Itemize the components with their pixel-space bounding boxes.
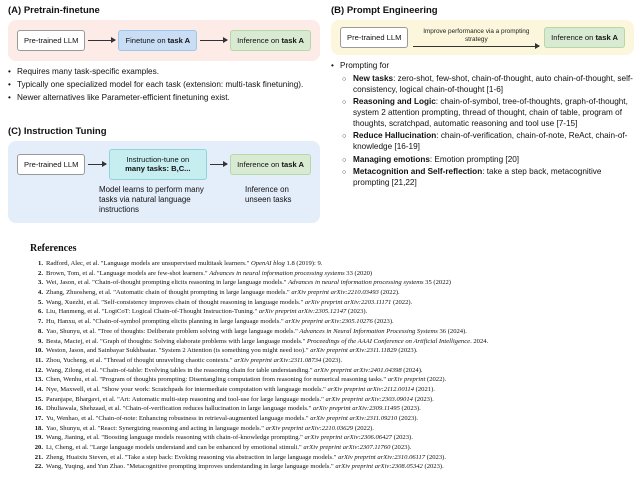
- reference-number: 22.: [34, 463, 43, 471]
- prompt-engineering-flow: [331, 20, 634, 55]
- reference-item: [30, 433, 618, 443]
- reference-venue: arXiv preprint arXiv:2210.03493: [291, 289, 379, 297]
- inference-task-label: task A: [595, 33, 618, 42]
- reference-number: 8.: [38, 327, 43, 335]
- reference-number: 16.: [34, 405, 43, 413]
- reference-date: 35 (2022): [423, 279, 452, 287]
- pretrained-llm-box: Pre-trained LLM: [17, 154, 85, 175]
- circle-bullet-icon: ○: [342, 169, 347, 177]
- reference-number: 1.: [38, 260, 43, 267]
- reference-date: (2022).: [378, 289, 400, 297]
- labeled-arrow: [413, 28, 539, 47]
- reference-date: (2023).: [390, 444, 412, 452]
- instruction-tune-box: [109, 149, 207, 180]
- reference-date: (2024).: [401, 366, 423, 374]
- inference-label: Inference on: [237, 159, 282, 169]
- pretrained-llm-box: Pre-trained LLM: [340, 27, 408, 48]
- list-item: [8, 80, 320, 91]
- list-item: [8, 67, 320, 78]
- flow-row: [17, 149, 311, 180]
- references-section: [30, 243, 618, 472]
- right-arrow-icon: [413, 46, 539, 47]
- reference-item: [30, 269, 618, 279]
- list-item: [331, 167, 634, 188]
- bullet-icon: •: [8, 80, 11, 90]
- reference-date: (2023).: [399, 405, 421, 413]
- reference-item: [30, 259, 618, 269]
- right-arrow-icon: [88, 164, 105, 165]
- reference-venue: arXiv preprint arXiv:2112.00114: [327, 385, 415, 393]
- inference-box: [230, 30, 311, 51]
- reference-item: [30, 298, 618, 308]
- bullet-text: [353, 74, 634, 95]
- reference-date: 1.8 (2019): 9.: [284, 260, 323, 267]
- reference-number: 3.: [38, 279, 43, 287]
- panel-b-title: (B) Prompt Engineering: [331, 5, 438, 16]
- bullet-icon: •: [8, 92, 11, 102]
- right-arrow-icon: [210, 164, 227, 165]
- reference-text: Paranjape, Bhargavi, et al. "Art: Automatic multi-step reasoning and tool-use for large language models.": [46, 395, 326, 403]
- bullet-text: [353, 97, 634, 129]
- category-detail: : chain-of-verification, chain-of-note, ReAct, chain-of-knowledge [16-19]: [353, 131, 628, 152]
- reference-venue: arXiv preprint arXiv:2308.05342: [335, 463, 423, 471]
- reference-text: Zhang, Zhuosheng, et al. "Automatic chain of thought prompting in large language models.": [46, 289, 292, 297]
- reference-text: Nye, Maxwell, et al. "Show your work: Scratchpads for intermediate computation with language models.": [46, 385, 328, 393]
- reference-item: [30, 404, 618, 414]
- instruction-tune-tasks-label: many tasks: B,C...: [125, 164, 191, 174]
- reference-number: 11.: [35, 356, 43, 364]
- panel-pretrain-finetune: [8, 5, 320, 105]
- arrow-caption: Improve performance via a prompting strategy: [423, 28, 530, 43]
- panel-a-notes: [8, 67, 320, 103]
- bullet-text: Prompting for: [340, 61, 390, 71]
- bullet-icon: •: [331, 61, 334, 71]
- inference-box: [230, 154, 311, 175]
- reference-number: 10.: [34, 347, 43, 355]
- reference-text: Dhuliawala, Shehzaad, et al. "Chain-of-verification reduces hallucination in large language models.": [46, 405, 313, 413]
- reference-venue: OpenAI blog: [250, 260, 285, 267]
- reference-text: Besta, Maciej, et al. "Graph of thoughts: Solving elaborate problems with large language models.": [46, 337, 307, 345]
- reference-item: [30, 317, 618, 327]
- reference-text: Yu, Wenhao, et al. "Chain-of-note: Enhancing robustness in retrieval-augmented language models.": [46, 415, 311, 422]
- instruction-tune-label: Instruction-tune on: [126, 155, 190, 164]
- reference-number: 4.: [38, 289, 43, 297]
- reference-number: 15.: [34, 395, 43, 403]
- reference-text: Zheng, Huaixiu Steven, et al. "Take a step back: Evoking reasoning via abstraction in large language models.": [46, 453, 339, 461]
- bullet-text: Requires many task-specific examples.: [17, 67, 159, 77]
- reference-venue: Proceedings of the AAAI Conference on Artificial Intelligence: [306, 337, 471, 345]
- pretrained-llm-box: Pre-trained LLM: [17, 30, 85, 51]
- finetune-box: [118, 30, 197, 51]
- reference-venue: arXiv preprint: [387, 376, 426, 384]
- reference-item: [30, 414, 618, 424]
- bullet-icon: •: [8, 67, 11, 77]
- category-label: Reasoning and Logic: [353, 97, 436, 107]
- list-item: [8, 93, 320, 104]
- category-label: Managing emotions: [353, 154, 430, 164]
- reference-item: [30, 288, 618, 298]
- finetune-task-label: task A: [167, 36, 191, 45]
- reference-text: Liu, Hanmeng, et al. "LogiCoT: Logical Chain-of-Thought Instruction-Tuning.": [46, 308, 259, 316]
- reference-number: 17.: [34, 415, 43, 422]
- reference-text: Wang, Zilong, et al. "Chain-of-table: Evolving tables in the reasoning chain for table understanding.": [46, 366, 315, 374]
- reference-date: 36 (2024).: [437, 327, 467, 335]
- reference-text: Radford, Alec, et al. "Language models are unsupervised multitask learners.": [46, 260, 251, 267]
- reference-venue: Advances in neural information processing systems: [209, 269, 345, 277]
- reference-text: Brown, Tom, et al. "Language models are few-shot learners.": [46, 269, 210, 277]
- reference-date: (2023).: [412, 395, 434, 403]
- inference-caption: Inference on unseen tasks: [245, 184, 292, 204]
- category-detail: : zero-shot, few-shot, chain-of-thought, auto chain-of-thought, self-consistency, logical chain-of-thought [1-6]: [353, 74, 633, 94]
- instruction-tuning-flow: [8, 141, 320, 223]
- reference-venue: arXiv preprint arXiv:2210.03629: [265, 424, 354, 432]
- category-detail: : take a step back, metacognitive prompting [21,22]: [353, 167, 602, 188]
- reference-number: 12.: [34, 366, 43, 374]
- reference-venue: arXiv preprint arXiv:2311.11829: [310, 347, 397, 355]
- bullet-text: [353, 167, 634, 188]
- reference-text: Zhou, Yucheng, et al. "Thread of thought unraveling chaotic contexts.": [46, 356, 235, 364]
- bullet-text: Newer alternatives like Parameter-efficient finetuning exist.: [17, 92, 230, 102]
- reference-text: Weston, Jason, and Sainbayar Sukhbaatar. "System 2 Attention (is something you might need too).": [46, 347, 311, 355]
- reference-venue: arXiv preprint arXiv:2203.11171: [304, 298, 392, 306]
- reference-item: [30, 375, 618, 385]
- category-label: New tasks: [353, 74, 394, 84]
- circle-bullet-icon: ○: [342, 99, 347, 107]
- reference-number: 20.: [34, 444, 43, 452]
- reference-item: [30, 395, 618, 405]
- list-item: [331, 97, 634, 129]
- panel-a-title: (A) Pretrain-finetune: [8, 5, 100, 16]
- reference-venue: arXiv preprint arXiv:2303.09014: [325, 395, 413, 403]
- list-item: [331, 155, 634, 166]
- reference-date: (2022).: [391, 298, 413, 306]
- reference-number: 19.: [34, 434, 43, 442]
- reference-text: Wei, Jason, et al. "Chain-of-thought prompting elicits reasoning in large language models.": [46, 279, 289, 287]
- reference-text: Chen, Wenhu, et al. "Program of thoughts prompting: Disentangling computation from reasoning for numerical reasoning tasks.": [46, 376, 388, 384]
- reference-text: Yao, Shunyu, et al. "React: Synergizing reasoning and acting in language models.": [46, 424, 266, 432]
- inference-box: [544, 27, 625, 48]
- circle-bullet-icon: ○: [342, 133, 347, 141]
- inference-label: Inference on: [237, 36, 282, 45]
- reference-number: 2.: [38, 269, 43, 277]
- reference-item: [30, 443, 618, 453]
- reference-item: [30, 462, 618, 472]
- right-arrow-icon: [200, 40, 227, 41]
- reference-date: (2023).: [396, 347, 418, 355]
- reference-venue: Advances in Neural Information Processing Systems: [299, 327, 438, 335]
- reference-number: 6.: [38, 308, 43, 316]
- reference-venue: arXiv preprint arXiv:2309.11495: [312, 405, 400, 413]
- reference-date: (2023).: [422, 463, 444, 471]
- reference-date: (2021).: [414, 385, 435, 393]
- category-detail: : Emotion prompting [20]: [429, 154, 520, 164]
- list-item: [331, 74, 634, 95]
- reference-venue: Advances in neural information processing systems: [288, 279, 424, 287]
- finetune-label: Finetune on: [125, 36, 168, 45]
- list-item: [331, 131, 634, 152]
- references-heading: References: [30, 243, 77, 254]
- reference-date: (2023).: [372, 318, 394, 326]
- reference-item: [30, 424, 618, 434]
- reference-date: (2023).: [425, 453, 446, 461]
- reference-venue: arXiv preprint arXiv:2305.12147: [258, 308, 347, 316]
- reference-venue: arXiv preprint arXiv:2311.09210: [310, 415, 398, 422]
- reference-venue: arXiv preprint arXiv:2305.10276: [285, 318, 373, 326]
- reference-item: [30, 366, 618, 376]
- reference-venue: arXiv preprint arXiv:2307.11760: [303, 444, 391, 452]
- reference-date: (2023).: [391, 434, 413, 442]
- category-label: Metacognition and Self-reflection: [353, 167, 483, 177]
- reference-number: 7.: [38, 318, 43, 326]
- reference-text: Li, Cheng, et al. "Large language models understand and can be enhanced by emotional stimuli.": [46, 444, 304, 452]
- reference-number: 21.: [34, 453, 43, 461]
- reference-number: 18.: [34, 424, 43, 432]
- bullet-text: [353, 131, 634, 152]
- reference-venue: arXiv preprint arXiv:2401.04398: [314, 366, 402, 374]
- category-label: Reduce Hallucination: [353, 131, 437, 141]
- reference-date: (2022).: [353, 424, 374, 432]
- reference-text: Wang, Xuezhi, et al. "Self-consistency improves chain of thought reasoning in language models.": [46, 298, 305, 306]
- inference-task-label: task A: [281, 36, 304, 45]
- reference-item: [30, 337, 618, 347]
- reference-text: Wang, Yuqing, and Yun Zhao. "Metacognitive prompting improves understanding in large language models.": [46, 463, 336, 471]
- reference-item: [30, 327, 618, 337]
- reference-item: [30, 356, 618, 366]
- category-detail: : chain-of-symbol, tree-of-thoughts, graph-of-thought, system 2 attention prompting, thread of thought, chain of table, program of thoughts, scratchpad, automatic reasoning and tool use [7-15]: [353, 97, 628, 128]
- reference-date: . 2024.: [470, 337, 489, 345]
- reference-item: [30, 385, 618, 395]
- list-item: [331, 61, 634, 72]
- inference-task-label: task A: [281, 159, 305, 169]
- flow-captions: [17, 185, 311, 215]
- circle-bullet-icon: ○: [342, 156, 347, 164]
- reference-number: 5.: [38, 298, 43, 306]
- reference-venue: arXiv preprint arXiv:2310.06117: [338, 453, 426, 461]
- pretrain-finetune-flow: [8, 20, 320, 61]
- reference-venue: arXiv preprint arXiv:2311.08734: [234, 356, 322, 364]
- reference-text: Wang, Jianing, et al. "Boosting language models reasoning with chain-of-knowledge prompting.": [46, 434, 305, 442]
- reference-number: 14.: [34, 385, 43, 393]
- circle-bullet-icon: ○: [342, 76, 347, 84]
- inference-label: Inference on: [551, 33, 596, 42]
- bullet-text: Typically one specialized model for each task (extension: multi-task finetuning).: [17, 80, 304, 90]
- panel-instruction-tuning: [8, 126, 320, 223]
- reference-item: [30, 307, 618, 317]
- reference-list: [30, 259, 618, 472]
- reference-venue: arXiv preprint arXiv:2306.06427: [304, 434, 392, 442]
- reference-date: (2023).: [321, 356, 343, 364]
- reference-text: Yao, Shunyu, et al. "Tree of thoughts: Deliberate problem solving with large language models.": [46, 327, 300, 335]
- reference-item: [30, 278, 618, 288]
- right-arrow-icon: [88, 40, 115, 41]
- reference-number: 9.: [38, 337, 43, 345]
- reference-item: [30, 453, 618, 463]
- bullet-text: [353, 155, 519, 166]
- reference-text: Hu, Hanxu, et al. "Chain-of-symbol prompting elicits planning in large language models.": [46, 318, 286, 326]
- instruction-tune-caption: Model learns to perform many tasks via natural language instructions: [99, 184, 204, 214]
- panel-prompt-engineering: [331, 5, 634, 191]
- reference-date: 33 (2020): [344, 269, 373, 277]
- panel-c-title: (C) Instruction Tuning: [8, 126, 107, 137]
- reference-date: (2023).: [346, 308, 368, 316]
- panel-b-notes: [331, 61, 634, 188]
- reference-item: [30, 346, 618, 356]
- reference-number: 13.: [34, 376, 43, 384]
- reference-date: (2023).: [397, 415, 419, 422]
- reference-date: (2022).: [425, 376, 447, 384]
